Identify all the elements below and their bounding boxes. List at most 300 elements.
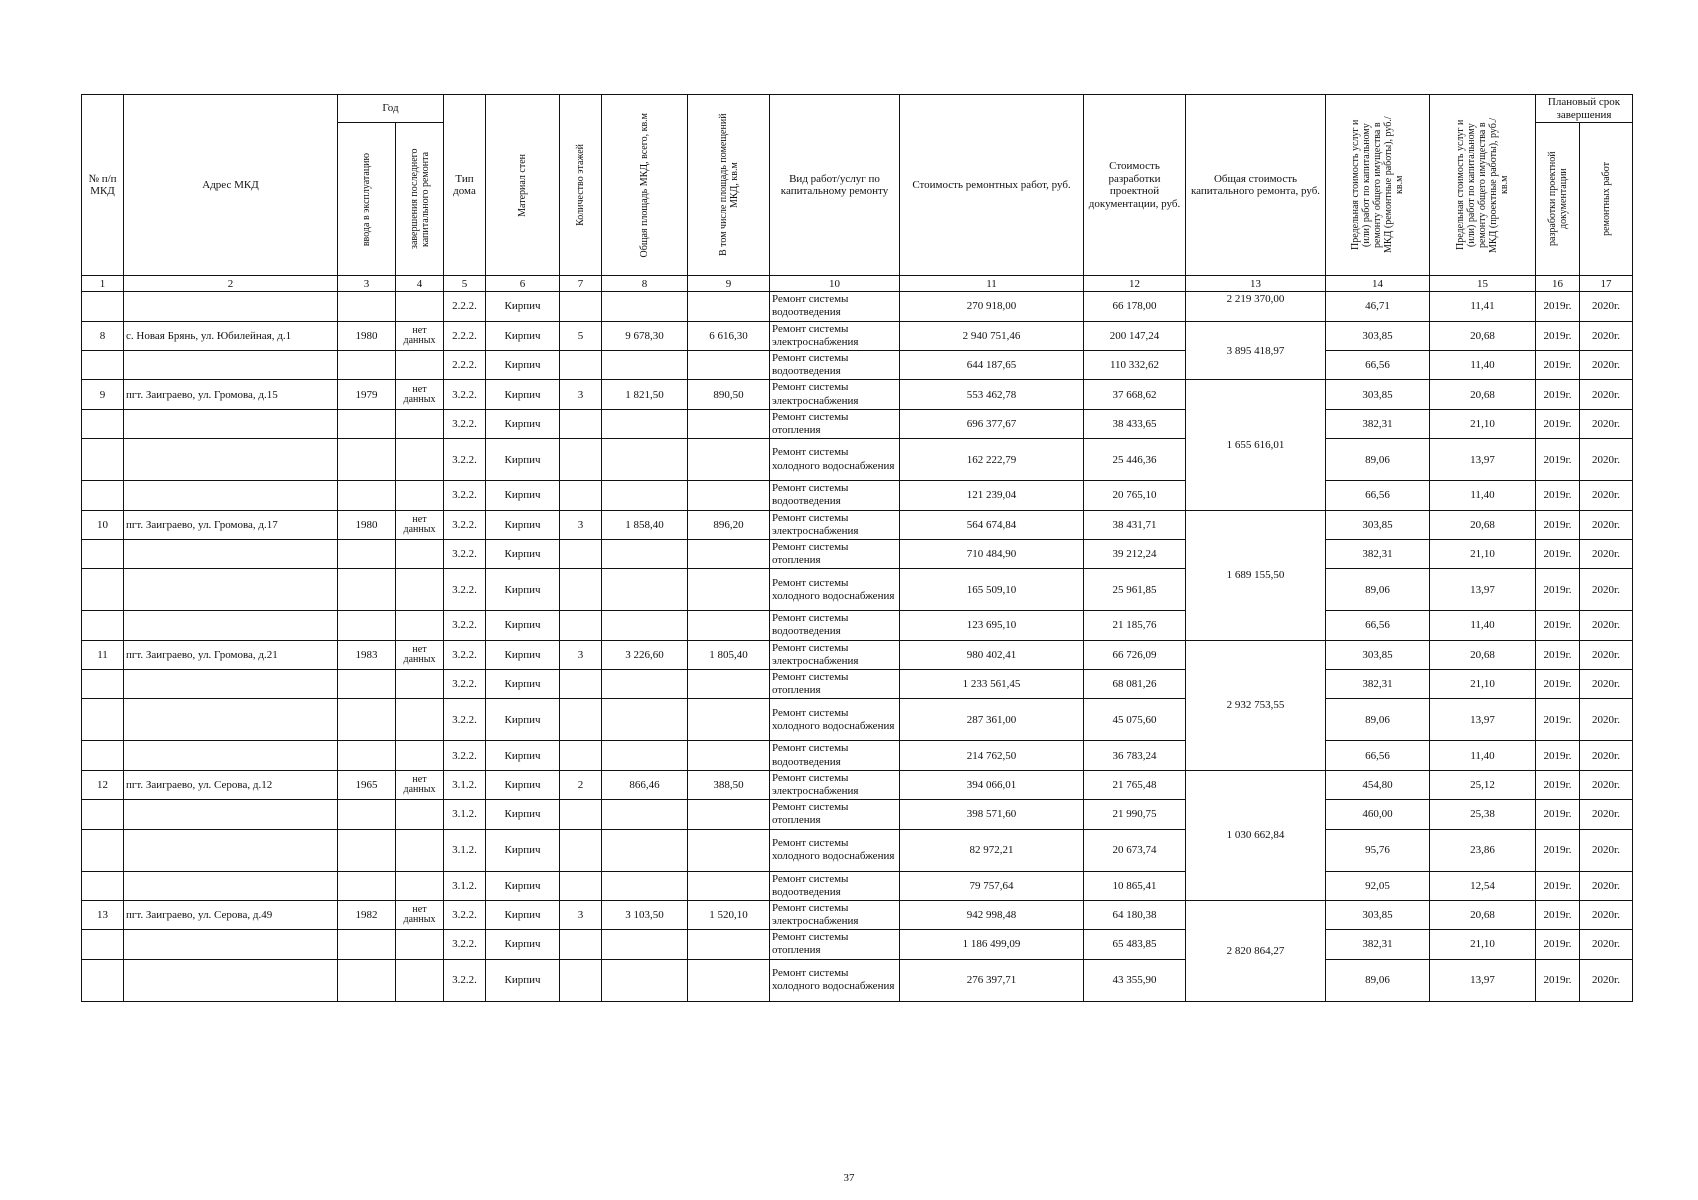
repair-term-cell: 2020г. (1580, 900, 1633, 929)
design-term-cell: 2019г. (1536, 640, 1580, 669)
house-type-cell: 3.2.2. (444, 539, 486, 568)
table-body (82, 292, 1633, 1001)
table-row (82, 539, 1633, 568)
house-type-cell: 3.2.2. (444, 741, 486, 770)
house-type-cell: 3.2.2. (444, 900, 486, 929)
premises-area-cell (688, 699, 770, 741)
repair-cost-cell: 398 571,60 (900, 800, 1084, 829)
table-row (82, 670, 1633, 699)
premises-area-cell (688, 611, 770, 640)
limit-design-cell: 21,10 (1430, 670, 1536, 699)
floors-cell: 3 (560, 510, 602, 539)
repair-cost-cell: 2 940 751,46 (900, 321, 1084, 350)
limit-design-cell: 20,68 (1430, 380, 1536, 409)
address-cell (124, 699, 338, 741)
design-cost-cell: 25 961,85 (1084, 569, 1186, 611)
limit-repair-cell: 95,76 (1326, 829, 1430, 871)
repair-term-cell: 2020г. (1580, 670, 1633, 699)
table-row (82, 380, 1633, 409)
row-number (82, 930, 124, 959)
column-number: 5 (444, 276, 486, 292)
commission-year-cell (338, 539, 396, 568)
last-repair-cell (396, 351, 444, 380)
table-row (82, 351, 1633, 380)
work-type-cell: Ремонт системы водоотведения (770, 292, 900, 321)
limit-design-cell: 13,97 (1430, 439, 1536, 481)
limit-repair-cell: 46,71 (1326, 292, 1430, 321)
total-area-cell: 9 678,30 (602, 321, 688, 350)
header-address: Адрес МКД (124, 95, 338, 276)
wall-material-cell: Кирпич (486, 900, 560, 929)
column-number: 14 (1326, 276, 1430, 292)
design-cost-cell: 66 726,09 (1084, 640, 1186, 669)
address-cell (124, 481, 338, 510)
wall-material-cell: Кирпич (486, 640, 560, 669)
design-cost-cell: 20 673,74 (1084, 829, 1186, 871)
design-cost-cell: 20 765,10 (1084, 481, 1186, 510)
limit-repair-cell: 92,05 (1326, 871, 1430, 900)
commission-year-cell (338, 569, 396, 611)
limit-design-cell: 11,40 (1430, 611, 1536, 640)
limit-repair-cell: 454,80 (1326, 770, 1430, 799)
premises-area-cell: 6 616,30 (688, 321, 770, 350)
row-number (82, 481, 124, 510)
address-cell (124, 741, 338, 770)
wall-material-cell: Кирпич (486, 959, 560, 1001)
table-row (82, 321, 1633, 350)
wall-material-cell: Кирпич (486, 569, 560, 611)
work-type-cell: Ремонт системы электроснабжения (770, 900, 900, 929)
house-type-cell: 2.2.2. (444, 321, 486, 350)
column-number: 6 (486, 276, 560, 292)
commission-year-cell (338, 800, 396, 829)
address-cell (124, 930, 338, 959)
design-term-cell: 2019г. (1536, 959, 1580, 1001)
column-number: 9 (688, 276, 770, 292)
design-cost-cell: 68 081,26 (1084, 670, 1186, 699)
design-term-cell: 2019г. (1536, 569, 1580, 611)
header-work-type: Вид работ/услуг по капитальному ремонту (770, 95, 900, 276)
total-area-cell (602, 539, 688, 568)
work-type-cell: Ремонт системы холодного водоснабжения (770, 829, 900, 871)
column-number: 4 (396, 276, 444, 292)
header-repair-cost: Стоимость ремонтных работ, руб. (900, 95, 1084, 276)
house-type-cell: 3.2.2. (444, 640, 486, 669)
header-limit-repair: Предельная стоимость услуг и (или) работ по капитальному ремонту общего имущества в МКД (ремонтные работы), руб./кв.м (1326, 95, 1430, 276)
header-planned-term: Плановый срок завершения (1536, 95, 1633, 123)
commission-year-cell (338, 611, 396, 640)
wall-material-cell: Кирпич (486, 481, 560, 510)
premises-area-cell (688, 741, 770, 770)
total-area-cell: 1 858,40 (602, 510, 688, 539)
wall-material-cell: Кирпич (486, 409, 560, 438)
table-row (82, 510, 1633, 539)
design-cost-cell: 110 332,62 (1084, 351, 1186, 380)
commission-year-cell (338, 829, 396, 871)
row-number: 8 (82, 321, 124, 350)
work-type-cell: Ремонт системы электроснабжения (770, 510, 900, 539)
design-cost-cell: 39 212,24 (1084, 539, 1186, 568)
row-number (82, 611, 124, 640)
header-year: Год (338, 95, 444, 123)
premises-area-cell (688, 292, 770, 321)
last-repair-cell (396, 611, 444, 640)
design-term-cell: 2019г. (1536, 871, 1580, 900)
last-repair-cell (396, 569, 444, 611)
design-term-cell: 2019г. (1536, 741, 1580, 770)
premises-area-cell: 896,20 (688, 510, 770, 539)
repair-cost-cell: 696 377,67 (900, 409, 1084, 438)
work-type-cell: Ремонт системы холодного водоснабжения (770, 439, 900, 481)
total-area-cell (602, 800, 688, 829)
last-repair-cell (396, 670, 444, 699)
house-type-cell: 3.2.2. (444, 380, 486, 409)
total-cost-cell: 1 655 616,01 (1186, 380, 1326, 510)
limit-design-cell: 20,68 (1430, 640, 1536, 669)
repair-cost-cell: 123 695,10 (900, 611, 1084, 640)
limit-repair-cell: 303,85 (1326, 640, 1430, 669)
repair-term-cell: 2020г. (1580, 351, 1633, 380)
limit-design-cell: 11,40 (1430, 741, 1536, 770)
limit-repair-cell: 303,85 (1326, 321, 1430, 350)
limit-repair-cell: 89,06 (1326, 699, 1430, 741)
repair-cost-cell: 82 972,21 (900, 829, 1084, 871)
repair-cost-cell: 644 187,65 (900, 351, 1084, 380)
total-area-cell (602, 569, 688, 611)
floors-cell (560, 569, 602, 611)
repair-term-cell: 2020г. (1580, 770, 1633, 799)
repair-term-cell: 2020г. (1580, 321, 1633, 350)
address-cell (124, 871, 338, 900)
design-term-cell: 2019г. (1536, 510, 1580, 539)
address-cell: пгт. Заиграево, ул. Громова, д.15 (124, 380, 338, 409)
work-type-cell: Ремонт системы водоотведения (770, 611, 900, 640)
total-area-cell (602, 409, 688, 438)
floors-cell (560, 481, 602, 510)
address-cell: пгт. Заиграево, ул. Серова, д.12 (124, 770, 338, 799)
repair-term-cell: 2020г. (1580, 741, 1633, 770)
commission-year-cell: 1980 (338, 321, 396, 350)
limit-design-cell: 11,40 (1430, 351, 1536, 380)
limit-design-cell: 20,68 (1430, 321, 1536, 350)
limit-repair-cell: 303,85 (1326, 380, 1430, 409)
repair-cost-cell: 162 222,79 (900, 439, 1084, 481)
table-row (82, 741, 1633, 770)
floors-cell (560, 829, 602, 871)
limit-repair-cell: 303,85 (1326, 510, 1430, 539)
house-type-cell: 3.1.2. (444, 829, 486, 871)
last-repair-cell (396, 829, 444, 871)
floors-cell (560, 351, 602, 380)
address-cell: пгт. Заиграево, ул. Громова, д.21 (124, 640, 338, 669)
address-cell (124, 959, 338, 1001)
floors-cell (560, 409, 602, 438)
commission-year-cell (338, 409, 396, 438)
table-row (82, 481, 1633, 510)
header-row-number: № п/п МКД (82, 95, 124, 276)
house-type-cell: 3.2.2. (444, 670, 486, 699)
row-number: 11 (82, 640, 124, 669)
row-number (82, 699, 124, 741)
repair-cost-cell: 553 462,78 (900, 380, 1084, 409)
limit-design-cell: 20,68 (1430, 510, 1536, 539)
design-term-cell: 2019г. (1536, 900, 1580, 929)
design-cost-cell: 200 147,24 (1084, 321, 1186, 350)
limit-design-cell: 21,10 (1430, 409, 1536, 438)
commission-year-cell (338, 959, 396, 1001)
column-number: 8 (602, 276, 688, 292)
total-area-cell: 1 821,50 (602, 380, 688, 409)
limit-design-cell: 23,86 (1430, 829, 1536, 871)
total-cost-cell: 2 932 753,55 (1186, 640, 1326, 770)
repair-cost-cell: 564 674,84 (900, 510, 1084, 539)
row-number (82, 670, 124, 699)
row-number (82, 569, 124, 611)
commission-year-cell (338, 292, 396, 321)
limit-design-cell: 13,97 (1430, 569, 1536, 611)
floors-cell (560, 292, 602, 321)
repair-term-cell: 2020г. (1580, 380, 1633, 409)
premises-area-cell (688, 930, 770, 959)
work-type-cell: Ремонт системы водоотведения (770, 741, 900, 770)
address-cell (124, 439, 338, 481)
column-number: 3 (338, 276, 396, 292)
last-repair-cell: нет данных (396, 510, 444, 539)
work-type-cell: Ремонт системы водоотведения (770, 481, 900, 510)
premises-area-cell (688, 539, 770, 568)
table-row (82, 959, 1633, 1001)
design-term-cell: 2019г. (1536, 539, 1580, 568)
table-row (82, 900, 1633, 929)
total-cost-cell: 3 895 418,97 (1186, 321, 1326, 380)
header-premises-area: В том числе площадь помещений МКД, кв.м (688, 95, 770, 276)
column-number: 10 (770, 276, 900, 292)
address-cell: пгт. Заиграево, ул. Громова, д.17 (124, 510, 338, 539)
table-row (82, 569, 1633, 611)
wall-material-cell: Кирпич (486, 611, 560, 640)
house-type-cell: 3.2.2. (444, 510, 486, 539)
commission-year-cell (338, 351, 396, 380)
table-row (82, 871, 1633, 900)
column-number: 13 (1186, 276, 1326, 292)
limit-repair-cell: 89,06 (1326, 569, 1430, 611)
repair-term-cell: 2020г. (1580, 439, 1633, 481)
header-total-area: Общая площадь МКД, всего, кв.м (602, 95, 688, 276)
floors-cell (560, 670, 602, 699)
last-repair-cell: нет данных (396, 380, 444, 409)
limit-repair-cell: 89,06 (1326, 439, 1430, 481)
house-type-cell: 3.1.2. (444, 800, 486, 829)
limit-repair-cell: 382,31 (1326, 539, 1430, 568)
design-cost-cell: 36 783,24 (1084, 741, 1186, 770)
repair-term-cell: 2020г. (1580, 800, 1633, 829)
work-type-cell: Ремонт системы отопления (770, 539, 900, 568)
last-repair-cell (396, 481, 444, 510)
repair-term-cell: 2020г. (1580, 959, 1633, 1001)
column-number: 16 (1536, 276, 1580, 292)
floors-cell (560, 699, 602, 741)
table-row (82, 930, 1633, 959)
column-number: 2 (124, 276, 338, 292)
limit-repair-cell: 66,56 (1326, 481, 1430, 510)
total-area-cell: 3 103,50 (602, 900, 688, 929)
repair-plan-table (81, 94, 1633, 1002)
repair-cost-cell: 1 233 561,45 (900, 670, 1084, 699)
premises-area-cell: 388,50 (688, 770, 770, 799)
work-type-cell: Ремонт системы холодного водоснабжения (770, 959, 900, 1001)
house-type-cell: 3.2.2. (444, 959, 486, 1001)
row-number (82, 959, 124, 1001)
design-term-cell: 2019г. (1536, 439, 1580, 481)
total-area-cell (602, 871, 688, 900)
limit-repair-cell: 66,56 (1326, 741, 1430, 770)
wall-material-cell: Кирпич (486, 321, 560, 350)
repair-term-cell: 2020г. (1580, 640, 1633, 669)
total-cost-cell: 2 820 864,27 (1186, 900, 1326, 1001)
total-area-cell (602, 351, 688, 380)
floors-cell: 5 (560, 321, 602, 350)
commission-year-cell: 1982 (338, 900, 396, 929)
premises-area-cell (688, 959, 770, 1001)
design-term-cell: 2019г. (1536, 829, 1580, 871)
work-type-cell: Ремонт системы холодного водоснабжения (770, 569, 900, 611)
repair-cost-cell: 165 509,10 (900, 569, 1084, 611)
row-number (82, 292, 124, 321)
total-area-cell (602, 670, 688, 699)
total-area-cell: 866,46 (602, 770, 688, 799)
floors-cell (560, 611, 602, 640)
floors-cell: 3 (560, 900, 602, 929)
repair-cost-cell: 276 397,71 (900, 959, 1084, 1001)
floors-cell: 2 (560, 770, 602, 799)
column-number: 15 (1430, 276, 1536, 292)
address-cell: пгт. Заиграево, ул. Серова, д.49 (124, 900, 338, 929)
repair-term-cell: 2020г. (1580, 569, 1633, 611)
house-type-cell: 3.2.2. (444, 930, 486, 959)
total-area-cell (602, 959, 688, 1001)
design-term-cell: 2019г. (1536, 380, 1580, 409)
total-area-cell (602, 439, 688, 481)
header-wall-material: Материал стен (486, 95, 560, 276)
limit-design-cell: 11,41 (1430, 292, 1536, 321)
design-term-cell: 2019г. (1536, 770, 1580, 799)
house-type-cell: 3.2.2. (444, 569, 486, 611)
total-area-cell (602, 292, 688, 321)
wall-material-cell: Кирпич (486, 351, 560, 380)
repair-term-cell: 2020г. (1580, 481, 1633, 510)
premises-area-cell (688, 800, 770, 829)
wall-material-cell: Кирпич (486, 930, 560, 959)
commission-year-cell (338, 481, 396, 510)
repair-term-cell: 2020г. (1580, 699, 1633, 741)
column-number: 1 (82, 276, 124, 292)
table-row (82, 640, 1633, 669)
design-cost-cell: 21 990,75 (1084, 800, 1186, 829)
work-type-cell: Ремонт системы отопления (770, 930, 900, 959)
table-row (82, 800, 1633, 829)
row-number (82, 439, 124, 481)
limit-design-cell: 20,68 (1430, 900, 1536, 929)
repair-term-cell: 2020г. (1580, 409, 1633, 438)
commission-year-cell (338, 699, 396, 741)
house-type-cell: 3.2.2. (444, 439, 486, 481)
premises-area-cell (688, 871, 770, 900)
table-row (82, 292, 1633, 321)
address-cell (124, 539, 338, 568)
wall-material-cell: Кирпич (486, 439, 560, 481)
floors-cell (560, 930, 602, 959)
repair-cost-cell: 287 361,00 (900, 699, 1084, 741)
premises-area-cell (688, 670, 770, 699)
design-term-cell: 2019г. (1536, 930, 1580, 959)
repair-cost-cell: 710 484,90 (900, 539, 1084, 568)
floors-cell (560, 539, 602, 568)
house-type-cell: 3.2.2. (444, 409, 486, 438)
premises-area-cell (688, 409, 770, 438)
repair-cost-cell: 980 402,41 (900, 640, 1084, 669)
last-repair-cell: нет данных (396, 770, 444, 799)
commission-year-cell: 1965 (338, 770, 396, 799)
commission-year-cell: 1983 (338, 640, 396, 669)
header-design-term: разработки проектной документации (1536, 123, 1580, 276)
header-design-cost: Стоимость разработки проектной документации, руб. (1084, 95, 1186, 276)
wall-material-cell: Кирпич (486, 539, 560, 568)
design-cost-cell: 65 483,85 (1084, 930, 1186, 959)
commission-year-cell (338, 930, 396, 959)
floors-cell (560, 800, 602, 829)
address-cell (124, 351, 338, 380)
row-number (82, 829, 124, 871)
table-row (82, 611, 1633, 640)
design-cost-cell: 10 865,41 (1084, 871, 1186, 900)
repair-cost-cell: 214 762,50 (900, 741, 1084, 770)
row-number (82, 741, 124, 770)
last-repair-cell (396, 409, 444, 438)
premises-area-cell (688, 569, 770, 611)
last-repair-cell: нет данных (396, 321, 444, 350)
limit-repair-cell: 303,85 (1326, 900, 1430, 929)
wall-material-cell: Кирпич (486, 871, 560, 900)
header-house-type: Тип дома (444, 95, 486, 276)
design-cost-cell: 38 433,65 (1084, 409, 1186, 438)
row-number (82, 800, 124, 829)
commission-year-cell: 1980 (338, 510, 396, 539)
design-term-cell: 2019г. (1536, 409, 1580, 438)
column-number-row (82, 276, 1633, 292)
header-commissioning-year: ввода в эксплуатацию (338, 123, 396, 276)
limit-design-cell: 11,40 (1430, 481, 1536, 510)
wall-material-cell: Кирпич (486, 699, 560, 741)
premises-area-cell: 890,50 (688, 380, 770, 409)
commission-year-cell (338, 741, 396, 770)
repair-cost-cell: 394 066,01 (900, 770, 1084, 799)
design-term-cell: 2019г. (1536, 351, 1580, 380)
house-type-cell: 2.2.2. (444, 292, 486, 321)
repair-term-cell: 2020г. (1580, 510, 1633, 539)
design-term-cell: 2019г. (1536, 670, 1580, 699)
total-cost-cell: 1 030 662,84 (1186, 770, 1326, 900)
design-cost-cell: 45 075,60 (1084, 699, 1186, 741)
wall-material-cell: Кирпич (486, 380, 560, 409)
total-cost-cell: 2 219 370,00 (1186, 292, 1326, 321)
total-cost-cell: 1 689 155,50 (1186, 510, 1326, 640)
premises-area-cell: 1 520,10 (688, 900, 770, 929)
page-number: 37 (843, 1172, 855, 1184)
last-repair-cell (396, 959, 444, 1001)
commission-year-cell (338, 670, 396, 699)
repair-term-cell: 2020г. (1580, 292, 1633, 321)
table-row (82, 829, 1633, 871)
